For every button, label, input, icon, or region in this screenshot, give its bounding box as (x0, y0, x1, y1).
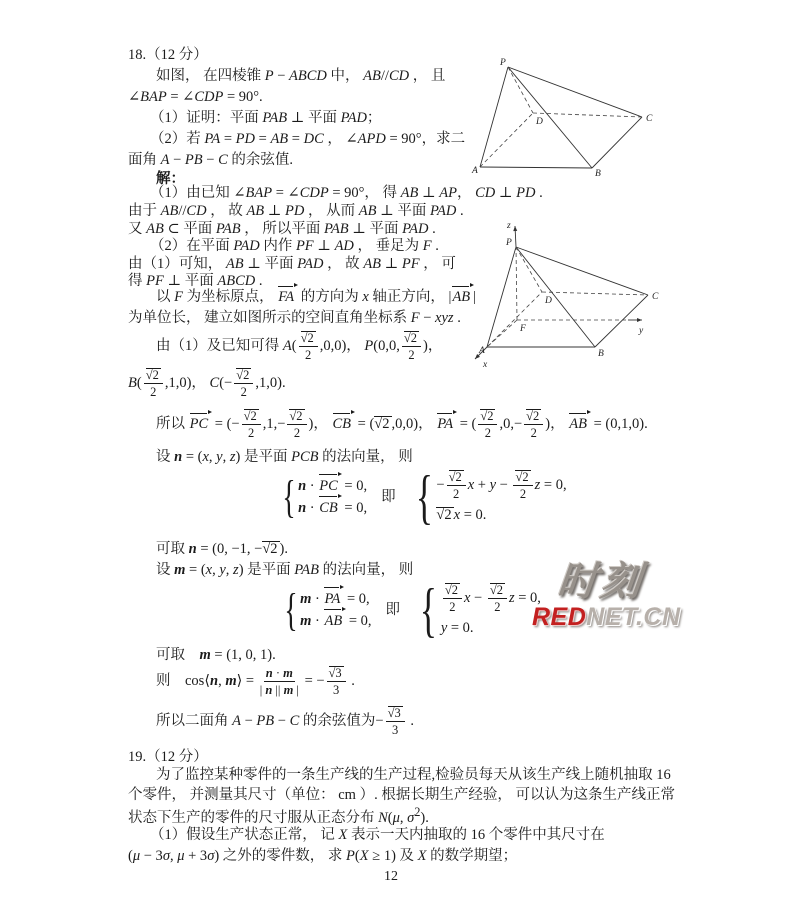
svg-text:F: F (520, 324, 526, 334)
text-line-15: 为单位长， 建立如图所示的空间直角坐标系 F − xyz . (128, 310, 461, 326)
text-line-10: 又 AB ⊂ 平面 PAB ， 所以平面 PAB ⊥ 平面 PAD . (128, 221, 436, 237)
svg-text:B: B (598, 349, 604, 359)
text-line-18: 所以 PC = (− √ $\frac{2}{2}$ ,1,− √ $\frac{2}{2}$ )， CB = ( √ 2 ,0,0)， PA = ( √ $\frac{2}{2}$ ,0,− √ $\frac{2}{2}$ )， AB = (0,1,0). (156, 409, 648, 441)
svg-text:P: P (506, 238, 512, 248)
svg-text:C: C (652, 292, 659, 302)
watermark-red-text: RED (532, 603, 587, 631)
text-line-12: 由（1）可知， AB ⊥ 平面 PAD ， 故 AB ⊥ PF ， 可 (128, 256, 456, 272)
svg-text:A: A (479, 346, 485, 356)
text-line-25: 则 cos⟨n, m⟩ = $\frac{n \cdot m}{| n || m |}$ = − √ $\frac{3}{3}$ . (156, 666, 355, 698)
svg-text:y: y (639, 326, 644, 336)
svg-text:A: A (472, 166, 478, 176)
watermark-logo-text: 时刻 (555, 559, 647, 604)
text-line-21: 可取 n = (0, −1, − √ 2 ). (156, 540, 288, 558)
text-line-8: （1）由已知 ∠BAP = ∠CDP = 90°， 得 AB ⊥ AP， CD ⊥ PD . (150, 185, 543, 201)
svg-text:C: C (646, 114, 653, 124)
text-line-32: (μ − 3σ, μ + 3σ) 之外的零件数， 求 P(X ≥ 1) 及 X 的数学期望； (128, 848, 518, 864)
text-line-1: 18.（12 分） (128, 47, 208, 63)
text-line-29: 个零件， 并测量其尺寸（单位： cm ）. 根据长期生产经验， 可以认为这条生产线正常 (128, 787, 675, 803)
text-line-22: 设 m = (x, y, z) 是平面 PAB 的法向量， 则 (156, 562, 414, 578)
text-line-28: 为了监控某种零件的一条生产线的生产过程,检验员每天从该生产线上随机抽取 16 (156, 767, 671, 783)
svg-text:B: B (595, 169, 601, 179)
text-line-9: 由于 AB//CD ， 故 AB ⊥ PD ， 从而 AB ⊥ 平面 PAD . (128, 203, 464, 219)
pyramid-diagram (463, 56, 673, 180)
coordinate-diagram (460, 216, 678, 376)
text-line-16: 由（1）及已知可得 A( √ $\frac{2}{2}$ ,0,0)， P(0,0, √ $\frac{2}{2}$ )， (156, 331, 442, 363)
text-line-13: 得 PF ⊥ 平面 ABCD . (128, 273, 263, 289)
svg-text:P: P (500, 58, 506, 68)
page-number: 12 (384, 869, 398, 884)
text-line-7: 解： (156, 171, 185, 187)
text-line-20: { n · PC = 0, n · CB = 0, 即 { − √ $\frac{2}{2}$ x + y − √ $\frac{2}{2}$ z = 0, √ 2 x = 0. (278, 470, 567, 524)
text-line-3: ∠BAP = ∠CDP = 90°. (128, 89, 263, 105)
svg-text:D: D (545, 296, 552, 306)
svg-text:D: D (536, 117, 543, 127)
watermark (532, 550, 757, 632)
text-line-31: （1）假设生产状态正常， 记 X 表示一天内抽取的 16 个零件中其尺寸在 (150, 827, 605, 843)
text-line-26: 所以二面角 A − PB − C 的余弦值为− √ $\frac{3}{3}$ . (156, 706, 414, 738)
text-line-6: 面角 A − PB − C 的余弦值. (128, 152, 293, 168)
text-line-14: 以 F 为坐标原点， FA 的方向为 x 轴正方向， |AB | (156, 289, 477, 305)
text-line-23: { m · PA = 0, m · AB = 0, 即 { √ $\frac{2}{2}$ x − √ $\frac{2}{2}$ z = 0, y = 0. (280, 583, 541, 637)
text-line-24: 可取 m = (1, 0, 1). (156, 647, 276, 663)
watermark-site-text (532, 603, 757, 632)
text-line-27: 19.（12 分） (128, 749, 208, 765)
svg-text:z: z (507, 221, 511, 231)
text-line-19: 设 n = (x, y, z) 是平面 PCB 的法向量， 则 (156, 449, 413, 465)
watermark-gray-text: NET.CN (586, 603, 681, 631)
text-line-2: 如图， 在四棱锥 P − ABCD 中， AB//CD ， 且 (156, 68, 446, 84)
text-line-4: （1）证明：平面 PAB ⊥ 平面 PAD； (150, 110, 382, 126)
text-line-11: （2）在平面 PAD 内作 PF ⊥ AD ， 垂足为 F . (150, 238, 439, 254)
text-line-30: 状态下生产的零件的尺寸服从正态分布 N(μ, $\sigma^2$). (128, 805, 429, 826)
svg-text:x: x (483, 360, 488, 370)
text-line-17: B( √ $\frac{2}{2}$ ,1,0)， C(− √ $\frac{2}{2}$ ,1,0). (128, 368, 286, 400)
text-line-5: （2）若 PA = PD = AB = DC ， ∠APD = 90°，求二 (150, 131, 466, 147)
